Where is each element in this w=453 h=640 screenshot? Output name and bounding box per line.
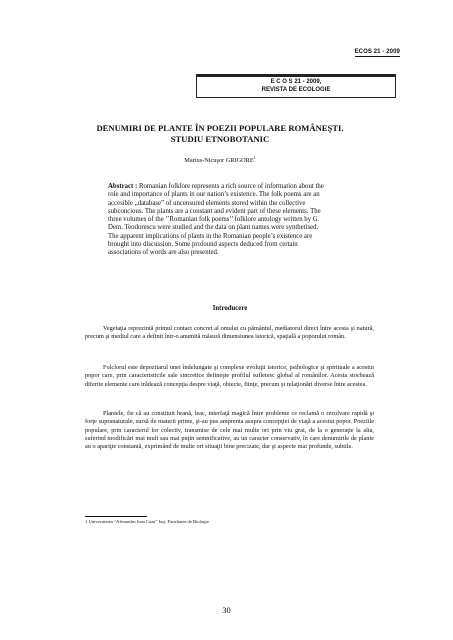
footnote: 1 Universitatea “Alexandru Ioan Cuza” Iaşi, Facultatea de Biologie [85,519,209,524]
abstract [108,183,324,258]
author-footnote-mark: 1 [253,155,256,160]
paragraph-text: Folclorul este depozitarul unei îndelungate şi complexe evoluţii istorice, psihologice şi spirituale a acestui popor care, prin caracteristicile sale sincretice defineşte profilul sufletesc global al românilor. Acesta stochează diferite elemente care trădează concepţia despre viaţă, obiecte, fiinţe, precum şi relaţionări diverse între acestea. [85,364,374,388]
paragraph-text: Vegetaţia reprezintă primul contact concret al omului cu pământul, mediatorul direct între acesta şi natură, precum şi mediul care a definit într-o anumită măsură dimensiunea istorică, spaţială a poporului român. [85,325,374,341]
abstract-text: Romanian folklore represents a rich source of information about the role and importance of plants in our nation’s existence. The folk poems are an accesible „database” of uncensured elements stored within the collective subconcious. The plants are a constant and evident part of these elements. The three volumes of the ’’Romanian folk poems’’ folklore antology written by G. Dem. Teodorescu were studied and the data on plant names were synthetised. The apparent implications of plants in the Romanian people’s existence are brought into discussion. Some profound aspects deduced from certain associations of words are also presented. [108,183,324,257]
section-heading: Introducere [212,305,248,312]
paragraph-text: Plantele, fie că au constituit hrană, leac, interfaţă magică între probleme ce reclamă o rezolvare rapidă şi forţe supranaturale, sursă de materii prime, şi-au pus amprenta asupra concepţiei de viaţă a acestui popor. Poeziile populare, prin caracterul lor colectiv, transmise de cele mai multe ori prin viu grai, de la o generaţie la alta, suferind modificări mai mult sau mai puţin semnificative, au un caracter conservativ, în care denumirile de plante au o apariţie constantă, exprimând de multe ori situaţii bine precizate, dar şi aspecte mai profunde, subtile. [85,410,374,451]
running-head: ECOS 21 - 2009 [354,49,400,55]
page-number: 30 [222,605,231,615]
article-title: DENUMIRI DE PLANTE ÎN POEZII POPULARE ROMÂNEŞTI. STUDIU ETNOBOTANIC [96,123,344,144]
abstract-label: Abstract : [108,183,138,190]
journal-header-box [196,74,396,98]
footnote-divider [85,516,147,517]
body-paragraph-2 [85,364,374,389]
body-paragraph-3 [85,410,374,451]
author-name: Marius-Nicuşor GRIGORE [184,157,254,164]
author-line [85,155,355,164]
journal-name: REVISTA DE ECOLOGIE [261,87,331,93]
journal-issue: E C O S 21 - 2009, [270,79,322,85]
body-paragraph-1 [85,325,374,342]
